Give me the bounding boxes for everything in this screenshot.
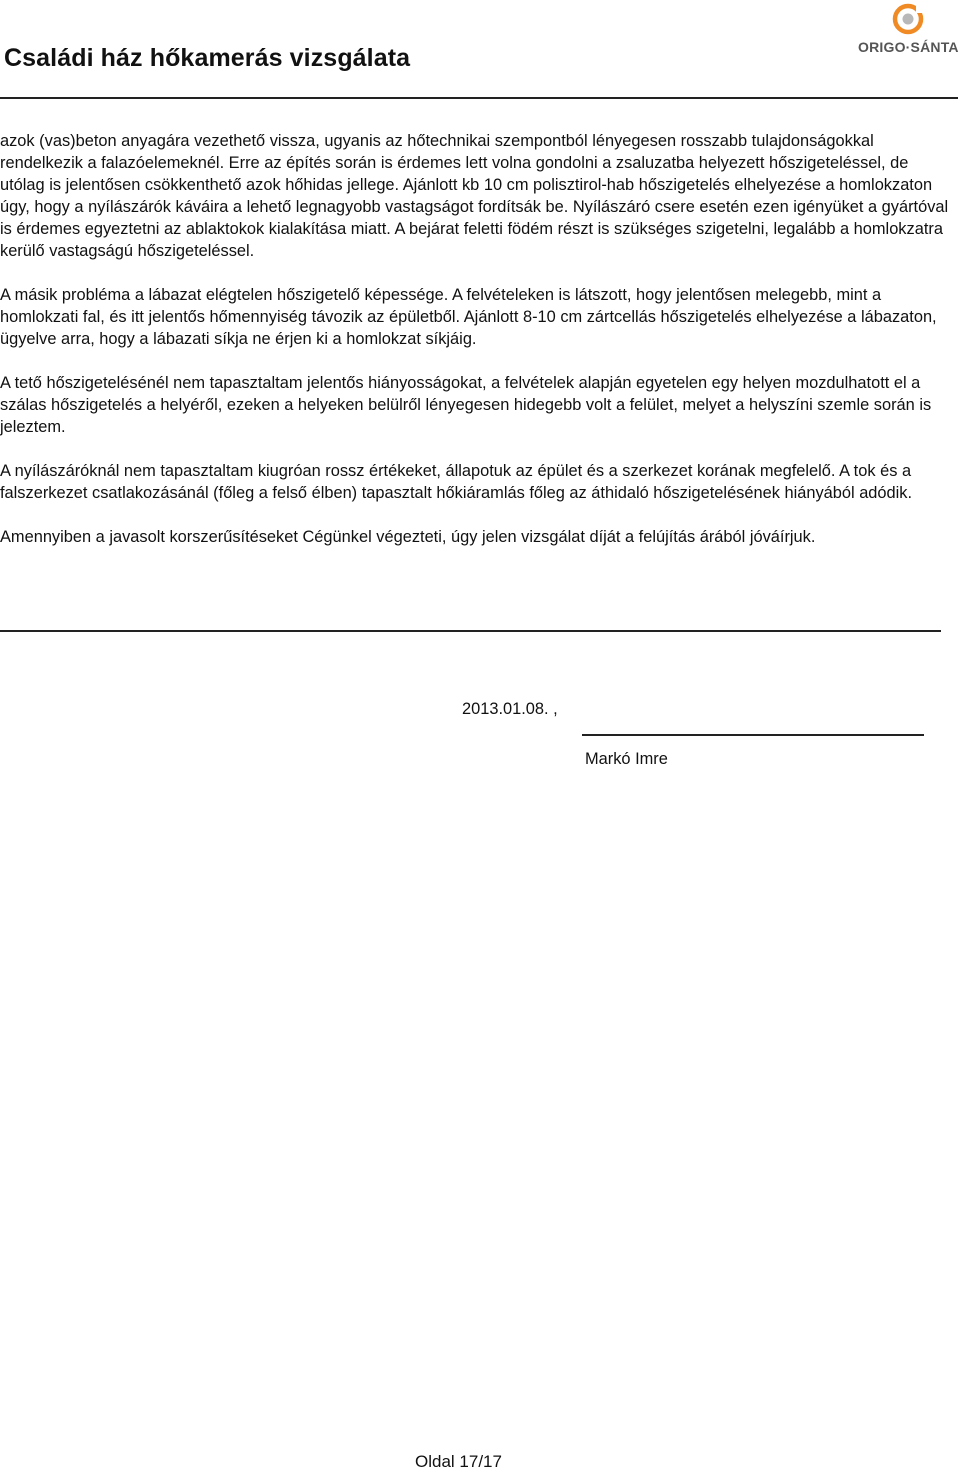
document-body <box>0 130 950 570</box>
header-divider <box>0 97 958 99</box>
signature-date: 2013.01.08. , <box>462 700 558 718</box>
company-logo <box>852 0 958 60</box>
paragraph: Amennyiben a javasolt korszerűsítéseket Cégünkel végezteti, úgy jelen vizsgálat díját a felújítás árából jóváírjuk. <box>0 528 816 546</box>
page-header <box>0 0 960 100</box>
page-number: Oldal 17/17 <box>415 1452 502 1471</box>
content-divider <box>0 630 941 632</box>
paragraph: A tető hőszigetelésénél nem tapasztaltam jelentős hiányosságokat, a felvételek alapján egyetelen egy helyen mozdulhatott el a szálas hőszigetelés a helyéről, ezeken a helyeken belülről lényegesen hidegebb volt a felület, melyet a helyszíni szemle során is jeleztem. <box>0 374 932 436</box>
paragraph: azok (vas)beton anyagára vezethető vissza, ugyanis az hőtechnikai szempontból lényegesen rosszabb tulajdonságokkal rendelkezik a falazóelemeknél. Erre az építés során is érdemes lett volna gondolni a zsaluzatba helyezett hőszigeteléssel, de utólag is jelentősen csökkenthető azok hőhidas jellege. Ajánlott kb 10 cm polisztirol-hab hőszigetelés elhelyezése a homlokzaton úgy, hogy a nyílászárók káváira a lehető legnagyobb vastagságot fordítsák be. Nyílászáró csere esetén ezen igényüket a gyártóval is érdemes egyeztetni az ablaktokok kialakítása miatt. A bejárat feletti födém részt is szükséges szigetelni, legalább a homlokzatra kerülő vastagságú hőszigeteléssel. <box>0 132 949 260</box>
origo-ring-logo-icon <box>890 2 926 38</box>
paragraph: A nyílászáróknál nem tapasztaltam kiugróan rossz értékeket, állapotuk az épület és a szerkezet korának megfelelő. A tok és a falszerkezet csatlakozásánál (főleg a felső élben) tapasztalt hőkiáramlás főleg az áthidaló hőszigetelésének hiányából adódik. <box>0 462 913 502</box>
signer-name: Markó Imre <box>585 750 668 768</box>
paragraph: A másik probléma a lábazat elégtelen hőszigetelő képessége. A felvételeken is látszott, hogy jelentősen melegebb, mint a homlokzati fal, és itt jelentős hőmennyiség távozik az épületből. Ajánlott 8-10 cm zártcellás hőszigetelés elhelyezése a lábazaton, ügyelve arra, hogy a lábazati síkja ne érjen ki a homlokzat síkjáig. <box>0 286 937 348</box>
signature-line <box>582 734 924 736</box>
document-title: Családi ház hőkamerás vizsgálata <box>4 44 411 72</box>
logo-text: ORIGO·SÁNTA <box>858 39 959 55</box>
